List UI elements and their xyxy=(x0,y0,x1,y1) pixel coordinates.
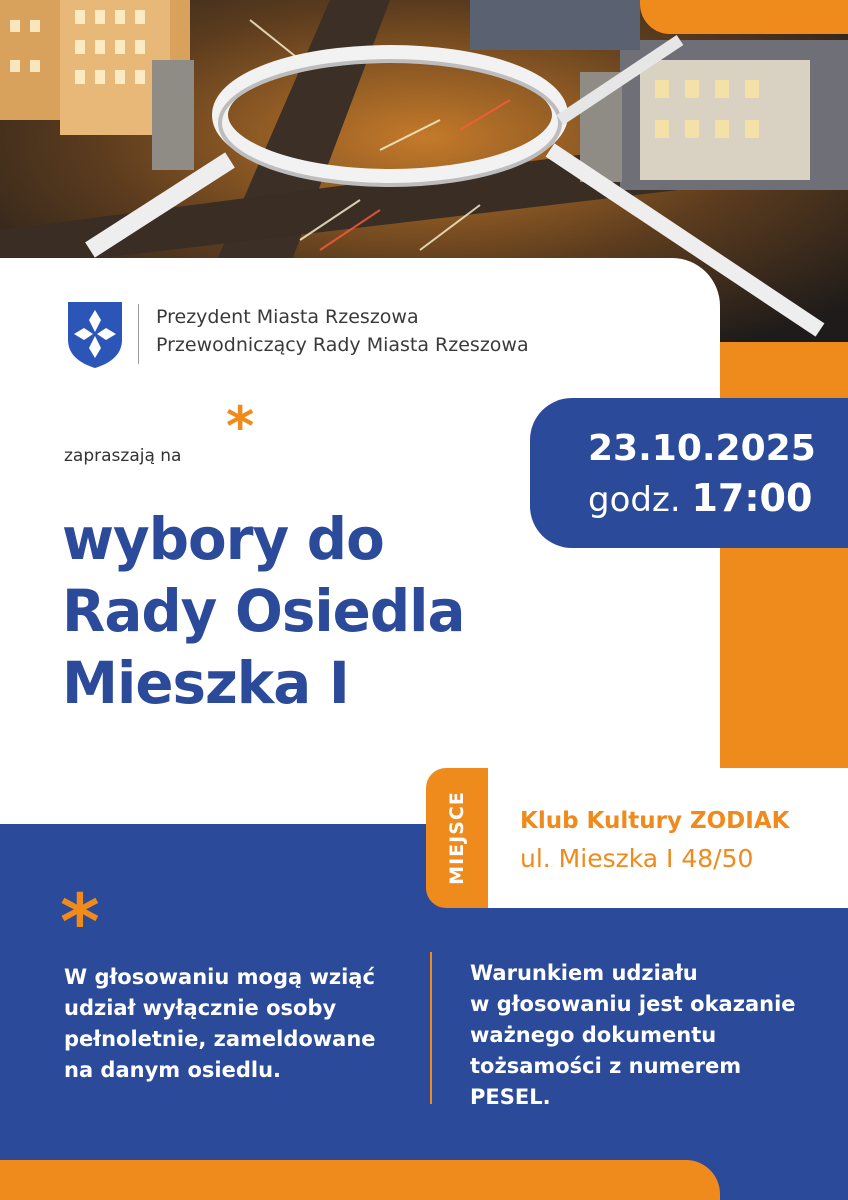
bottom-orange-bar xyxy=(0,1160,720,1200)
top-orange-accent xyxy=(640,0,848,34)
id-requirement-line: ważnego dokumentu xyxy=(470,1023,717,1047)
issuer-line-2: Przewodniczący Rady Miasta Rzeszowa xyxy=(156,334,529,356)
venue-tab-label-wrapper xyxy=(426,768,488,908)
date-box xyxy=(530,398,848,548)
id-requirement-line: tożsamości z numerem xyxy=(470,1054,742,1078)
event-time-prefix: godz. xyxy=(588,480,692,520)
headline-line-2: Rady Osiedla xyxy=(62,577,465,645)
venue-tab-label: MIEJSCE xyxy=(446,791,469,885)
headline-line-3: Mieszka I xyxy=(62,649,349,717)
eligibility-line: na danym osiedlu. xyxy=(64,1058,281,1082)
eligibility-line: W głosowaniu mogą wziąć xyxy=(64,965,375,989)
id-requirement-line: Warunkiem udziału xyxy=(470,961,698,985)
invite-text: zapraszają na xyxy=(64,446,182,466)
id-requirement-line: PESEL. xyxy=(470,1085,551,1109)
eligibility-line: udział wyłącznie osoby xyxy=(64,996,337,1020)
venue-address: ul. Mieszka I 48/50 xyxy=(520,844,754,873)
eligibility-line: pełnoletnie, zameldowane xyxy=(64,1027,376,1051)
issuer-divider xyxy=(138,304,139,364)
asterisk-icon: * xyxy=(60,877,100,966)
event-time-row xyxy=(588,476,812,520)
event-time: 17:00 xyxy=(691,476,813,520)
venue-box xyxy=(488,768,848,908)
id-requirement-line: w głosowaniu jest okazanie xyxy=(470,992,796,1016)
info-divider xyxy=(430,952,432,1104)
id-requirement-note xyxy=(470,958,822,1113)
eligibility-note xyxy=(64,962,414,1086)
city-crest-icon xyxy=(66,300,124,370)
event-date: 23.10.2025 xyxy=(588,428,816,469)
issuer-line-1: Prezydent Miasta Rzeszowa xyxy=(156,306,419,328)
venue-name: Klub Kultury ZODIAK xyxy=(520,808,790,834)
headline-line-1: wybory do xyxy=(62,505,384,573)
asterisk-icon: * xyxy=(226,395,255,458)
